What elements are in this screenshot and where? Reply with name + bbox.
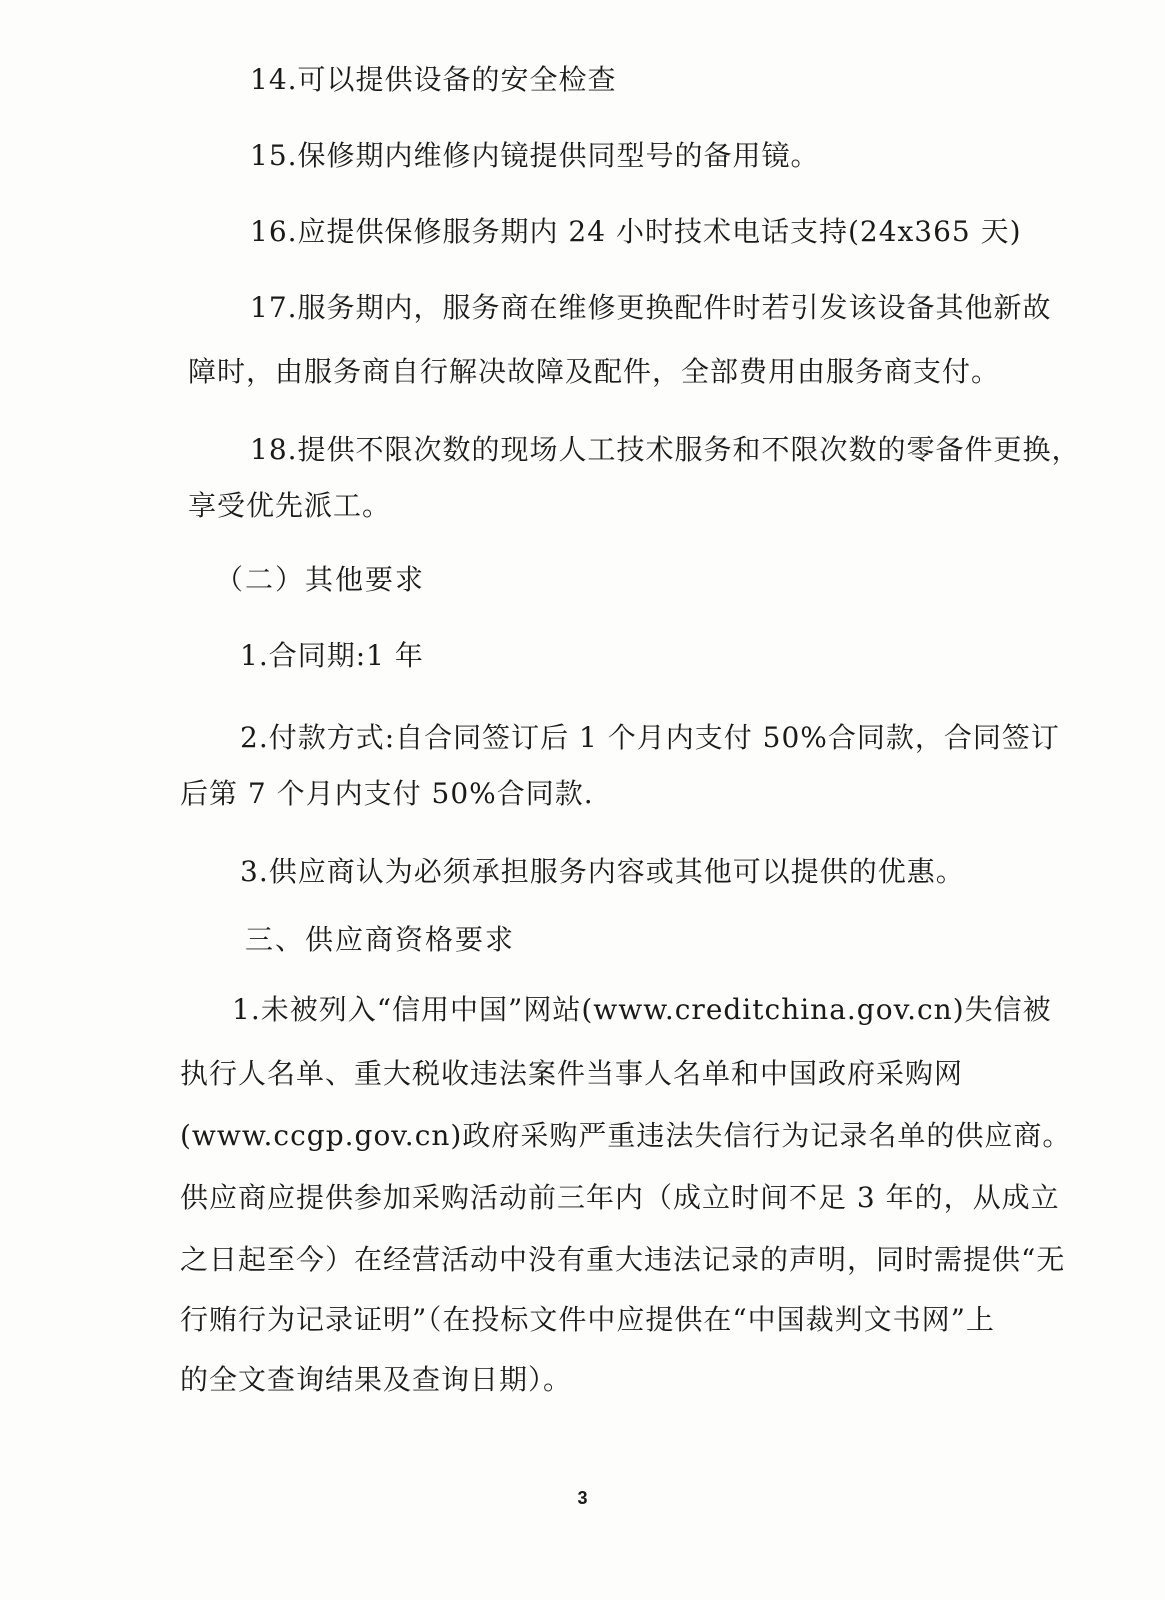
payment-terms-line-2: 后第 7 个月内支付 50%合同款. [180,777,594,810]
item-14: 14.可以提供设备的安全检查 [250,63,617,96]
qualification-line-6: 行贿行为记录证明”（在投标文件中应提供在“中国裁判文书网”上 [180,1303,995,1336]
item-18-line-1: 18.提供不限次数的现场人工技术服务和不限次数的零备件更换， [250,433,1081,466]
qualification-line-7: 的全文查询结果及查询日期）。 [180,1363,573,1396]
section-heading-other-requirements: （二）其他要求 [215,563,426,596]
item-15: 15.保修期内维修内镜提供同型号的备用镜。 [250,139,820,172]
page-number: 3 [577,1488,588,1508]
payment-terms-line-1: 2.付款方式:自合同签订后 1 个月内支付 50%合同款，合同签订 [240,721,1060,754]
qualification-line-4: 供应商应提供参加采购活动前三年内（成立时间不足 3 年的，从成立 [180,1181,1060,1214]
qualification-line-5: 之日起至今）在经营活动中没有重大违法记录的声明，同时需提供“无 [180,1243,1066,1276]
contract-period: 1.合同期:1 年 [240,639,424,672]
item-16: 16.应提供保修服务期内 24 小时技术电话支持(24x365 天) [250,215,1022,248]
section-heading-supplier-qualifications: 三、供应商资格要求 [245,923,516,956]
item-17-line-1: 17.服务期内，服务商在维修更换配件时若引发该设备其他新故 [250,291,1052,324]
supplier-offers: 3.供应商认为必须承担服务内容或其他可以提供的优惠。 [240,855,965,888]
item-17-line-2: 障时，由服务商自行解决故障及配件，全部费用由服务商支付。 [188,355,1001,388]
qualification-line-2: 执行人名单、重大税收违法案件当事人名单和中国政府采购网 [180,1057,964,1090]
item-18-line-2: 享受优先派工。 [188,489,392,522]
qualification-line-1: 1.未被列入“信用中国”网站(www.creditchina.gov.cn)失信被 [232,993,1052,1026]
qualification-line-3: (www.ccgp.gov.cn)政府采购严重违法失信行为记录名单的供应商。 [180,1119,1072,1152]
